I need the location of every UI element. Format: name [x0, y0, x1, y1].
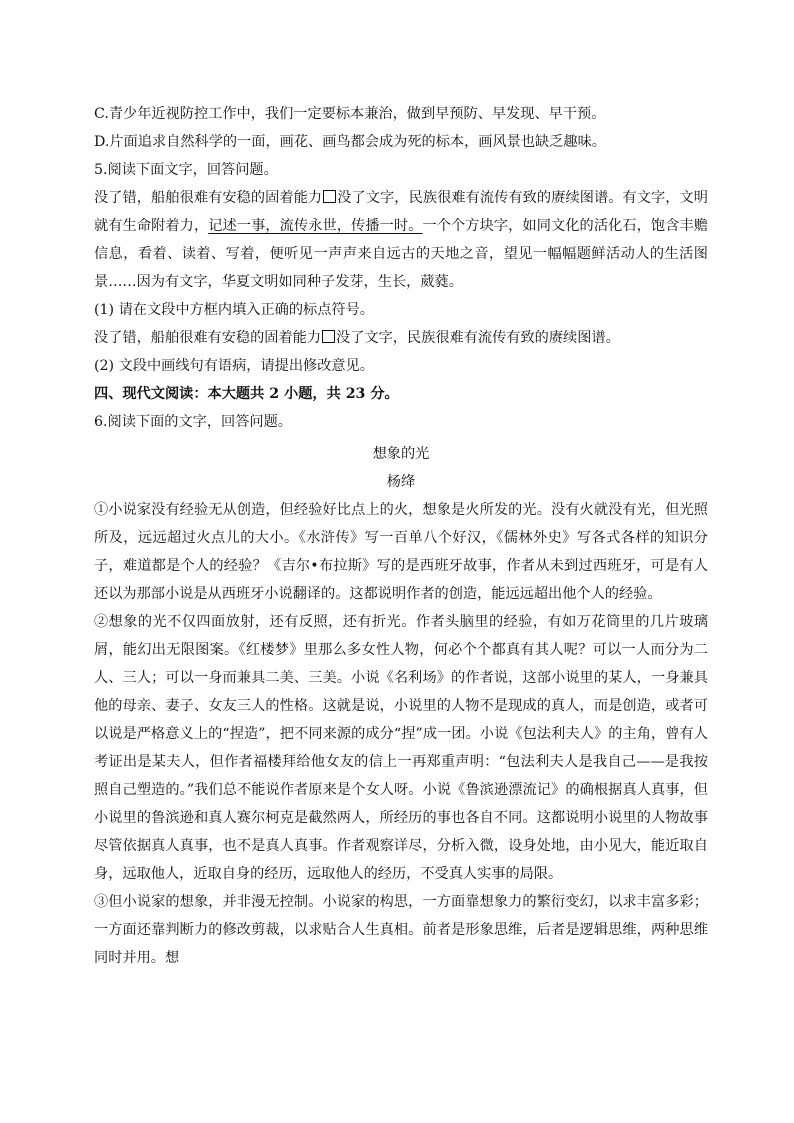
question-6-title: 6.阅读下面的文字，回答问题。	[94, 414, 292, 430]
option-c: C.青少年近视防控工作中，我们一定要标本兼治，做到早预防、早发现、早干预。	[94, 106, 606, 122]
question-5-passage: 没了错，船舶很难有安稳的固着能力 没了文字，民族很难有流传有致的赓续图谱。有文字，文明就有生命附着力，记述一事，流传永世，传播一时。一个个方块字，如同文化的活化石，饱含丰赡信息，看着、读着、写着，便听见一声声来自远古的天地之音，望见一幅幅题鲜活动人的生活图景……因为有文字，华夏文明如同种子发芽，生长，葳蕤。	[94, 190, 708, 290]
question-5-sub2: (2) 文段中画线句有语病，请提出修改意见。	[94, 358, 374, 374]
essay-title: 想象的光	[372, 446, 430, 462]
essay-author: 杨绛	[386, 474, 416, 490]
option-d: D.片面追求自然科学的一面，画花、画鸟都会成为死的标本，画风景也缺乏趣味。	[94, 134, 606, 150]
essay-paragraph-1: ①小说家没有经验无从创造，但经验好比点上的火，想象是火所发的光。没有火就没有光，但光照所及，远远超过火点儿的大小。《水浒传》写一百单八个好汉，《儒林外史》写各式各样的知识分子，难道都是个人的经验？《吉尔•布拉斯》写的是西班牙故事，作者从未到过西班牙，可是有人还以为那部小说是从西班牙小说翻译的。这都说明作者的创造，能远远超出他个人的经验。	[94, 502, 708, 602]
question-5-sub1-sentence: 没了错，船舶很难有安稳的固着能力 没了文字，民族很难有流传有致的赓续图谱。	[94, 330, 620, 346]
essay-paragraph-3: ③但小说家的想象，并非漫无控制。小说家的构思，一方面靠想象力的繁衍变幻，以求丰富多彩；一方面还靠判断力的修改剪裁，以求贴合人生真相。前者是形象思维，后者是逻辑思维，两种思维同时并用。想	[94, 894, 708, 966]
essay-paragraph-2: ②想象的光不仅四面放射，还有反照，还有折光。作者头脑里的经验，有如万花筒里的几片玻璃屑，能幻出无限图案。《红楼梦》里那么多女性人物，何必个个都真有其人呢？可以一人而分为二人、三人；可以一身而兼具二美、三美。小说《名利场》的作者说，这部小说里的某人，一身兼具他的母亲、妻子、女友三人的性格。这就是说，小说里的人物不是现成的真人，而是创造，或者可以说是严格意义上的“捏造”，把不同来源的成分“捏”成一团。小说《包法利夫人》的主角，曾有人考证出是某夫人，但作者福楼拜给他女友的信上一再郑重声明：“包法利夫人是我自己——是我按照自己塑造的。”我们总不能说作者原来是个女人呀。小说《鲁滨逊漂流记》的确根据真人真事，但小说里的鲁滨逊和真人赛尔柯克是截然两人，所经历的事也各自不同。这都说明小说里的人物故事尽管依据真人真事，也不是真人真事。作者观察详尽，分析入微，设身处地，由小见大，能近取自身，远取他人，近取自身的经历，远取他人的经历，不受真人实事的局限。	[94, 614, 708, 882]
underlined-sentence: 记述一事，流传永世，传播一时。	[208, 218, 423, 234]
blank-box[interactable]	[323, 190, 336, 203]
document-content	[94, 100, 708, 972]
blank-box[interactable]	[322, 330, 335, 343]
section-4-heading: 四、现代文阅读：本大题共 2 小题，共 23 分。	[94, 386, 399, 402]
question-5-title: 5.阅读下面文字，回答问题。	[94, 162, 278, 178]
question-5-sub1: (1) 请在文段中方框内填入正确的标点符号。	[94, 302, 374, 318]
